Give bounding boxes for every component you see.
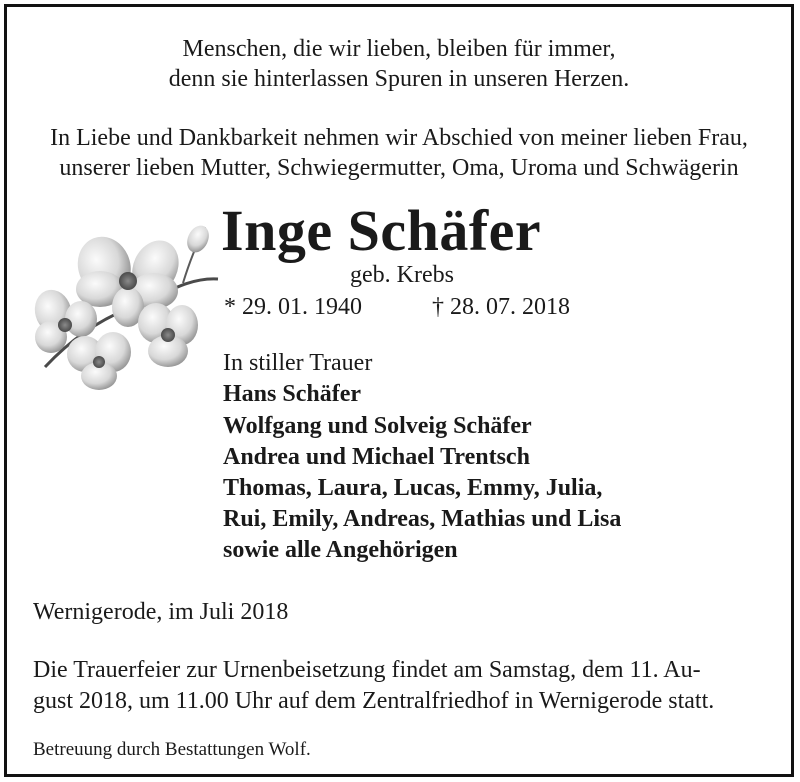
death-date: † 28. 07. 2018 <box>432 294 570 320</box>
mourner-line: Rui, Emily, Andreas, Mathias und Lisa <box>223 506 622 532</box>
ceremony-line-2: gust 2018, um 11.00 Uhr auf dem Zentralfriedhof in Wernigerode statt. <box>33 688 715 714</box>
place-date: Wernigerode, im Juli 2018 <box>33 599 289 625</box>
deceased-name: Inge Schäfer <box>221 198 542 263</box>
undertaker-note: Betreuung durch Bestattungen Wolf. <box>33 739 311 760</box>
mourner-line: Thomas, Laura, Lucas, Emmy, Julia, <box>223 475 603 501</box>
mourner-line: Andrea und Michael Trentsch <box>223 444 530 470</box>
obituary-notice <box>4 4 794 777</box>
intro-line-1: In Liebe und Dankbarkeit nehmen wir Abschied von meiner lieben Frau, <box>50 125 748 151</box>
orchid-icon <box>33 217 223 397</box>
ceremony-line-1: Die Trauerfeier zur Urnenbeisetzung findet am Samstag, dem 11. Au- <box>33 657 701 683</box>
mourner-line: Wolfgang und Solveig Schäfer <box>223 413 532 439</box>
poem-line-1: Menschen, die wir lieben, bleiben für immer, <box>182 36 616 62</box>
birth-date: * 29. 01. 1940 <box>224 294 362 320</box>
poem-line-2: denn sie hinterlassen Spuren in unseren Herzen. <box>168 66 630 92</box>
mourners-heading: In stiller Trauer <box>223 350 373 376</box>
mourner-line: Hans Schäfer <box>223 381 361 407</box>
mourner-line: sowie alle Angehörigen <box>223 537 458 563</box>
maiden-name: geb. Krebs <box>350 262 454 288</box>
intro-line-2: unserer lieben Mutter, Schwiegermutter, Oma, Uroma und Schwägerin <box>59 155 739 181</box>
